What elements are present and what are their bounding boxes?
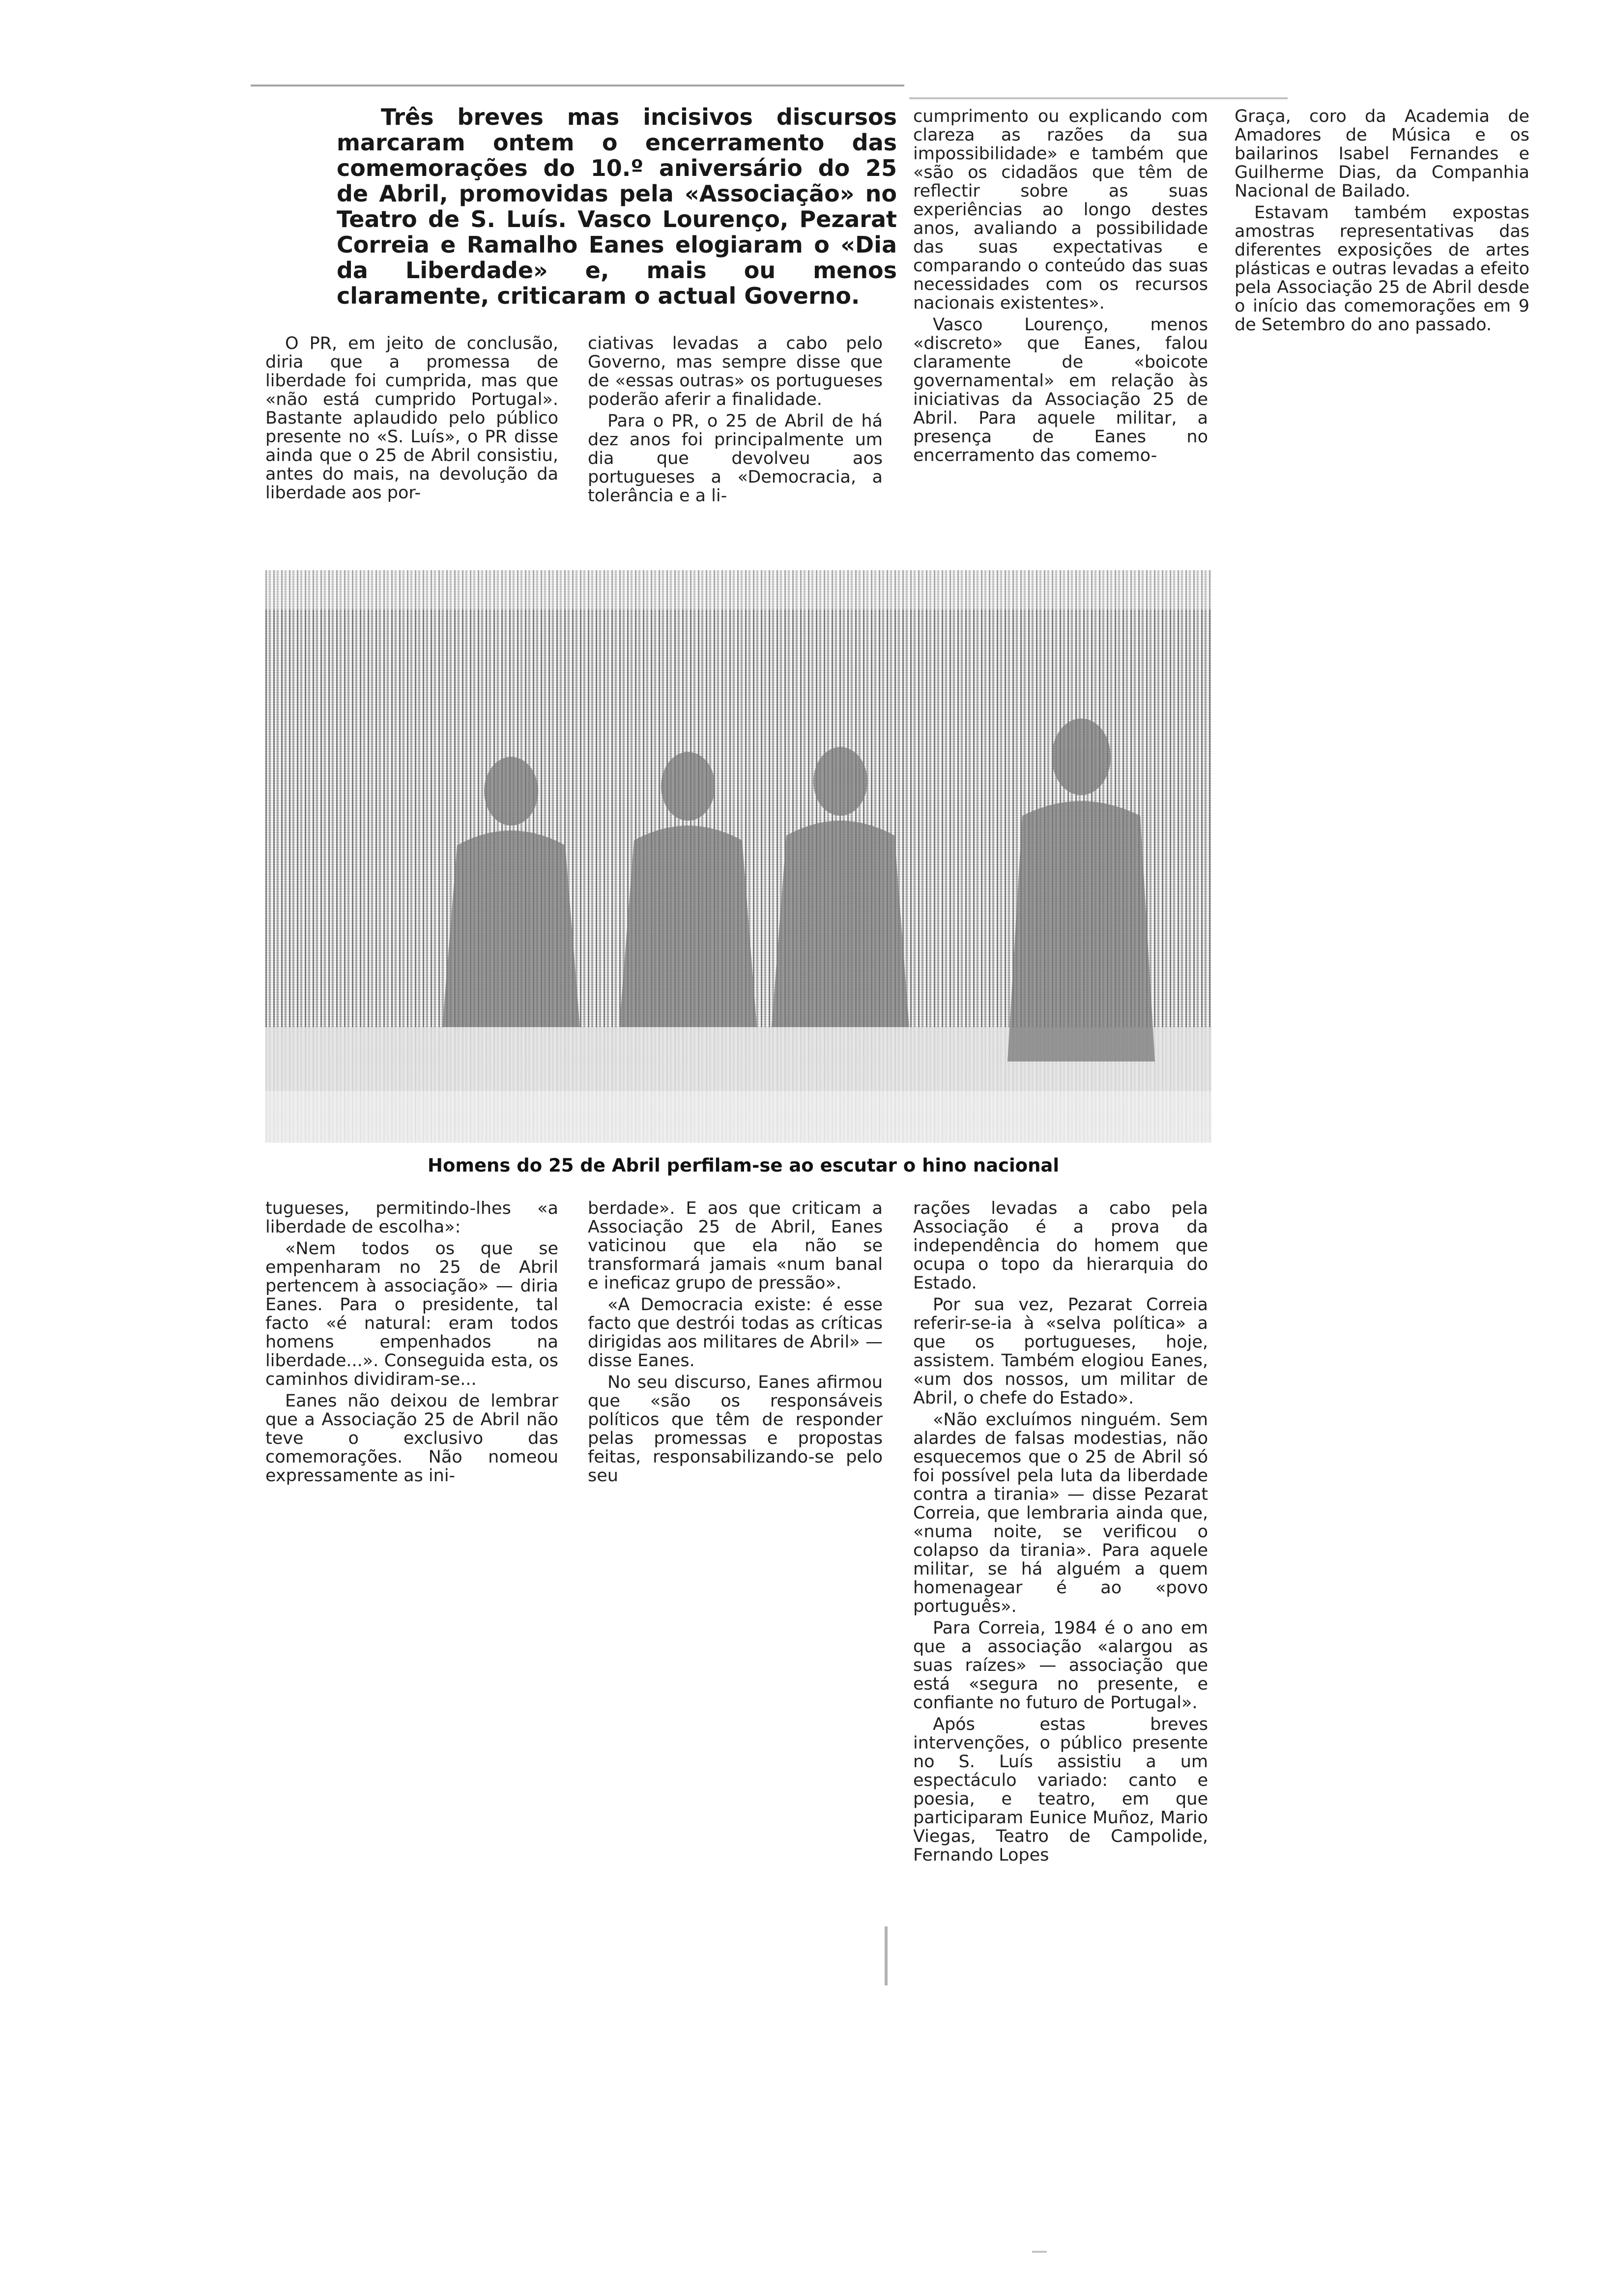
paragraph: «Nem todos os que se empenharam no 25 de Abril pertencem à associação» — diria Eanes. Para o presidente, tal facto «é natural: eram todos homens empenhados na liberdade...». Conseguida esta, os caminhos dividiram-se... bbox=[265, 1239, 558, 1389]
paragraph: Vasco Lourenço, menos «discreto» que Eanes, falou claramente de «boicote governamental» em relação às iniciativas da Associação 25 de Abril. Para aquele militar, a presença de Eanes no encerramento das comemo- bbox=[913, 315, 1208, 465]
paragraph: Para o PR, o 25 de Abril de há dez anos foi principalmente um dia que devolveu aos portugueses a «Democracia, a tolerância e a li- bbox=[588, 411, 883, 506]
paragraph: ciativas levadas a cabo pelo Governo, mas sempre disse que de «essas outras» os portugueses poderão aferir a finalidade. bbox=[588, 334, 883, 409]
paragraph: Estavam também expostas amostras representativas das diferentes exposições de artes plásticas e outras levadas a efeito pela Associação 25 de Abril desde o início das comemorações em 9 de Setembro do ano passado. bbox=[1235, 203, 1529, 335]
paragraph: Após estas breves intervenções, o público presente no S. Luís assistiu a um espectáculo variado: canto e poesia, e teatro, em que participaram Eunice Muñoz, Mario Viegas, Teatro de Campolide, Fernando Lopes bbox=[913, 1715, 1208, 1865]
figure-head bbox=[484, 757, 538, 826]
column-1-bottom bbox=[265, 1199, 558, 1488]
article-lead: Três breves mas incisivos discursos marcaram ontem o encerramento das comemorações do 10.º aniversário do 25 de Abril, promovidas pela «Associação» no Teatro de S. Luís. Vasco Lourenço, Pezarat Correia e Ramalho Eanes elogiaram o «Dia da Liberdade» e, mais ou menos claramente, criticaram o actual Governo. bbox=[337, 104, 897, 309]
paragraph: Para Correia, 1984 é o ano em que a associação «alargou as suas raízes» — associação que está «segura no presente, e confiante no futuro de Portugal». bbox=[913, 1618, 1208, 1713]
figure-head bbox=[1052, 718, 1111, 795]
header-noise bbox=[909, 97, 1288, 99]
paragraph: cumprimento ou explicando com clareza as razões da sua impossibilidade» e também que «são os cidadãos que têm de reflectir sobre as suas experiências ao longo destes anos, avaliando a possibilidade das suas expectativas e comparando o conteúdo das suas necessidades com os recursos nacionais existentes». bbox=[913, 107, 1208, 313]
figure-body bbox=[1008, 801, 1155, 1062]
scan-mark bbox=[1032, 2251, 1047, 2253]
photo-figures bbox=[265, 570, 1211, 1143]
news-photo bbox=[265, 570, 1211, 1143]
paragraph: berdade». E aos que criticam a Associação 25 de Abril, Eanes vaticinou que ela não se transformará jamais «num banal e ineficaz grupo de pressão». bbox=[588, 1199, 883, 1293]
column-3-bottom bbox=[913, 1199, 1208, 1867]
column-2-top bbox=[588, 334, 883, 508]
paragraph: rações levadas a cabo pela Associação é a prova da independência do homem que ocupa o topo da hierarquia do Estado. bbox=[913, 1199, 1208, 1293]
paragraph: No seu discurso, Eanes afirmou que «são os responsáveis políticos que têm de responder pelas promessas e propostas feitas, responsabilizando-se pelo seu bbox=[588, 1373, 883, 1486]
paragraph: «A Democracia existe: é esse facto que destrói todas as críticas dirigidas aos militares de Abril» — disse Eanes. bbox=[588, 1295, 883, 1371]
photo-noise bbox=[265, 1091, 1211, 1143]
column-3-top bbox=[913, 107, 1208, 468]
photo-caption: Homens do 25 de Abril perfilam-se ao escutar o hino nacional bbox=[428, 1155, 1060, 1176]
paragraph: tugueses, permitindo-lhes «a liberdade de escolha»: bbox=[265, 1199, 558, 1237]
paragraph: Eanes não deixou de lembrar que a Associação 25 de Abril não teve o exclusivo das comemorações. Não nomeou expressamente as ini- bbox=[265, 1391, 558, 1486]
figure-body bbox=[619, 826, 757, 1027]
figure-body bbox=[772, 821, 909, 1027]
paragraph: Graça, coro da Academia de Amadores de Música e os bailarinos Isabel Fernandes e Guilherme Dias, da Companhia Nacional de Bailado. bbox=[1235, 107, 1529, 201]
figure-head bbox=[813, 747, 867, 816]
header-noise bbox=[251, 85, 904, 86]
column-1-top bbox=[265, 334, 558, 505]
paragraph: O PR, em jeito de conclusão, diria que a promessa de liberdade foi cumprida, mas que «não está cumprido Portugal». Bastante aplaudido pelo público presente no «S. Luís», o PR disse ainda que o 25 de Abril consistiu, antes do mais, na devolução da liberdade aos por- bbox=[265, 334, 558, 503]
figure-head bbox=[661, 752, 715, 821]
paragraph: Por sua vez, Pezarat Correia referir-se-ia à «selva política» a que os portugueses, hoje, assistem. Também elogiou Eanes, «um dos nossos, um militar de Abril, o chefe do Estado». bbox=[913, 1295, 1208, 1408]
scan-mark bbox=[885, 1926, 888, 1985]
photo-noise bbox=[265, 570, 1211, 609]
column-2-bottom bbox=[588, 1199, 883, 1488]
column-4-top bbox=[1235, 107, 1529, 337]
figure-body bbox=[442, 831, 580, 1027]
paragraph: «Não excluímos ninguém. Sem alardes de falsas modestias, não esquecemos que o 25 de Abril só foi possível pela luta da liberdade contra a tirania» — disse Pezarat Correia, que lembraria ainda que, «numa noite, se verificou o colapso da tirania». Para aquele militar, se há alguém a quem homenagear é ao «povo português». bbox=[913, 1410, 1208, 1616]
